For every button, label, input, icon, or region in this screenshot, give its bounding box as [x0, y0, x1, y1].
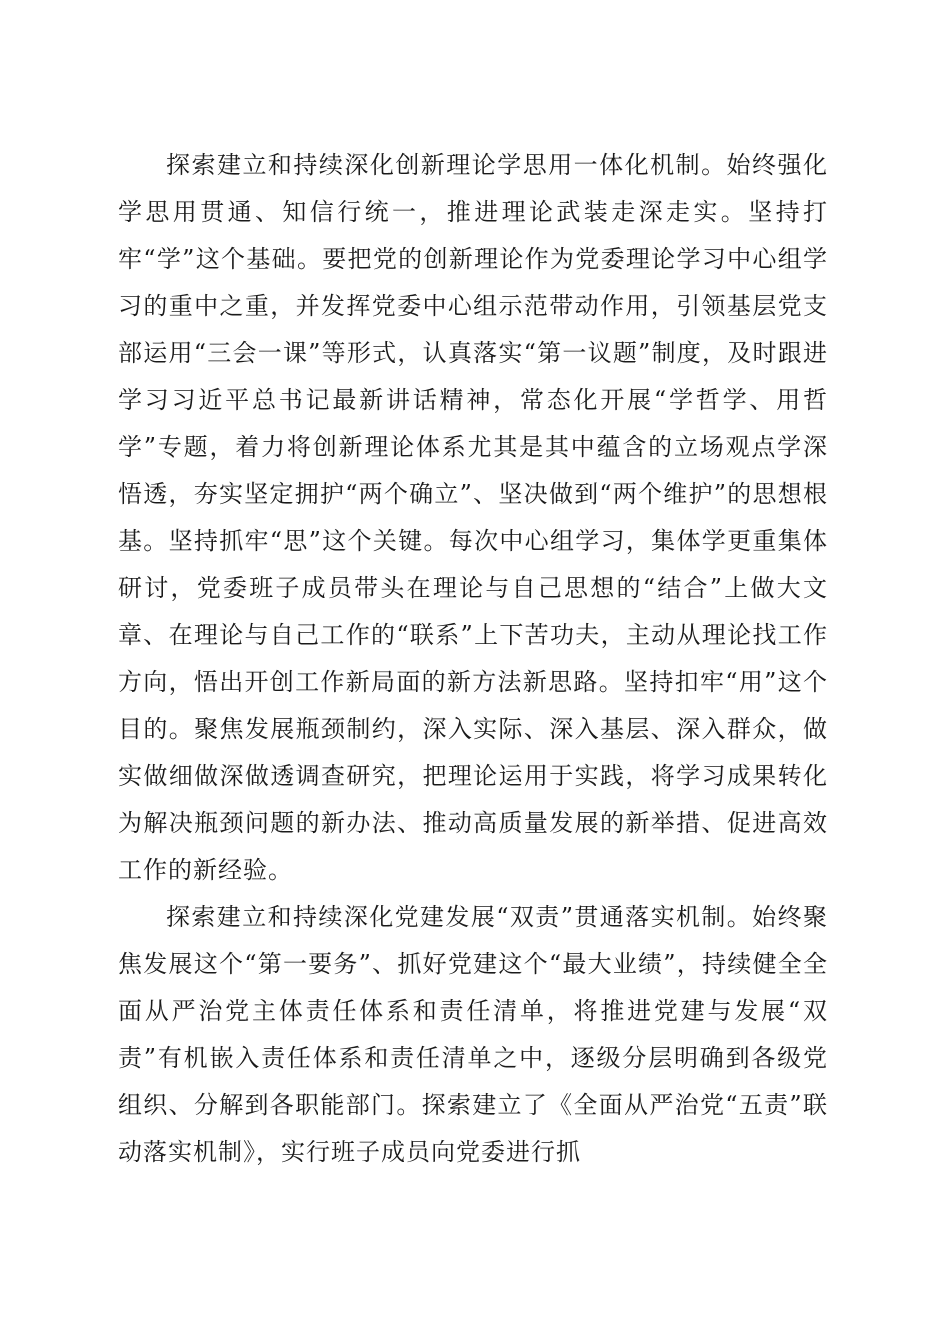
- paragraph-theory-mechanism: 探索建立和持续深化创新理论学思用一体化机制。始终强化学思用贯通、知信行统一，推进理论武装走深走实。坚持打牢“学”这个基础。要把党的创新理论作为党委理论学习中心组学习的重中之重，并发挥党委中心组示范带动作用，引领基层党支部运用“三会一课”等形式，认真落实“第一议题”制度，及时跟进学习习近平总书记最新讲话精神，常态化开展“学哲学、用哲学”专题，着力将创新理论体系尤其是其中蕴含的立场观点学深悟透，夯实坚定拥护“两个确立”、坚决做到“两个维护”的思想根基。坚持抓牢“思”这个关键。每次中心组学习，集体学更重集体研讨，党委班子成员带头在理论与自己思想的“结合”上做大文章、在理论与自己工作的“联系”上下苦功夫，主动从理论找工作方向，悟出开创工作新局面的新方法新思路。坚持扣牢“用”这个目的。聚焦发展瓶颈制约，深入实际、深入基层、深入群众，做实做细做深做透调查研究，把理论运用于实践，将学习成果转化为解决瓶颈问题的新办法、推动高质量发展的新举措、促进高效工作的新经验。: [118, 151, 828, 884]
- document-body: [118, 142, 828, 1176]
- paragraph-dual-responsibility: 探索建立和持续深化党建发展“双责”贯通落实机制。始终聚焦发展这个“第一要务”、抓好党建这个“最大业绩”，持续健全全面从严治党主体责任体系和责任清单，将推进党建与发展“双责”有机嵌入责任体系和责任清单之中，逐级分层明确到各级党组织、分解到各职能部门。探索建立了《全面从严治党“五责”联动落实机制》，实行班子成员向党委进行抓: [118, 903, 828, 1166]
